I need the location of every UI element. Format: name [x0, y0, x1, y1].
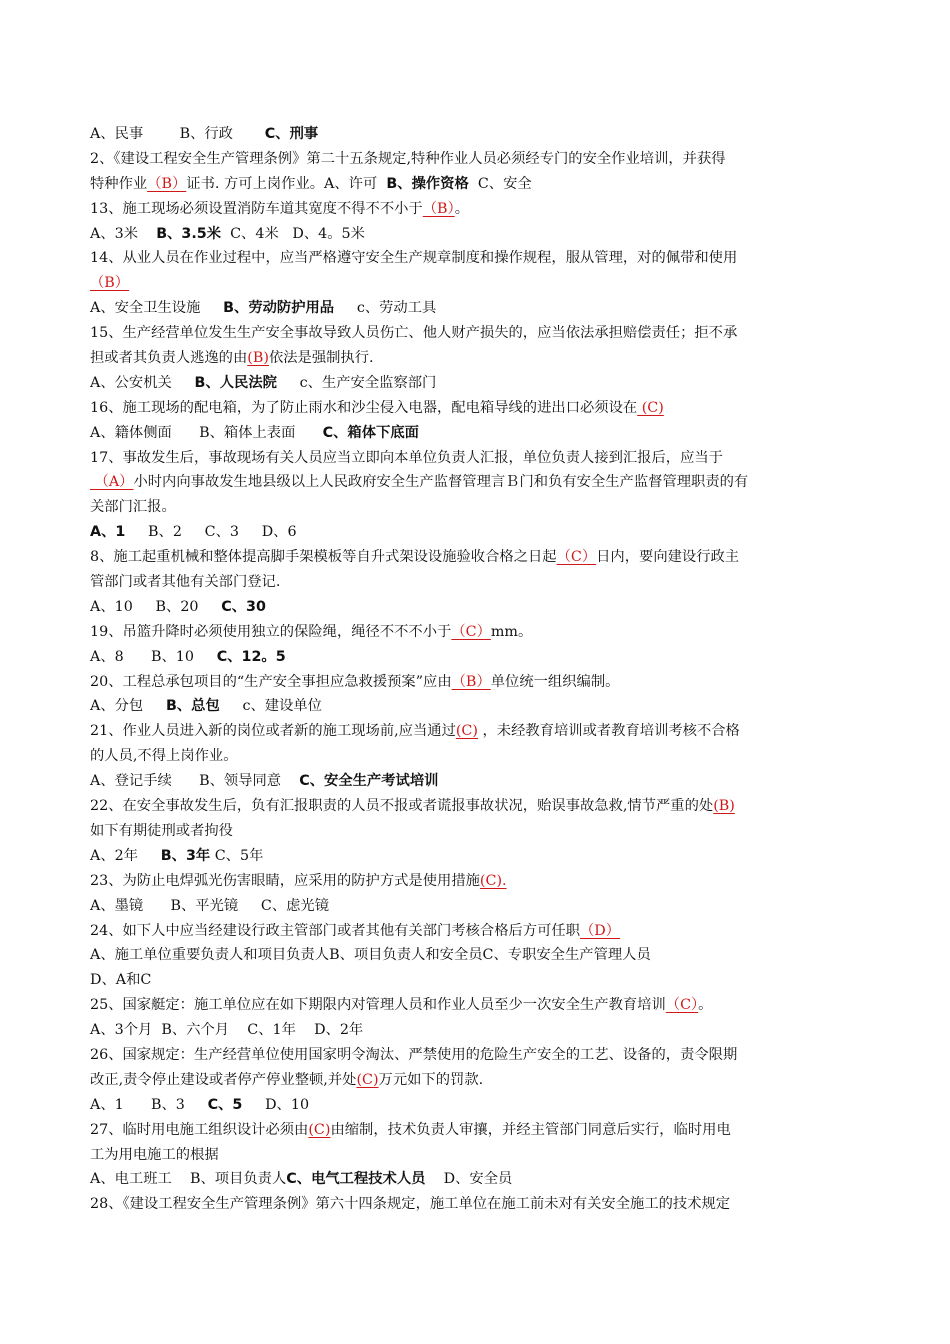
line-text: A、3米 — [90, 225, 157, 242]
line-text: 改正,责令停止建设或者停产停业整顿,并处 — [90, 1071, 357, 1088]
text-line — [90, 1068, 862, 1093]
text-line — [90, 919, 862, 944]
line-text: D、安全员 — [425, 1171, 513, 1188]
line-text: 25、国家艇定：施工单位应在如下期限内对管理人员和作业人员至少一次安全生产教育培训 — [90, 997, 666, 1014]
answer-mark: (C) — [455, 723, 478, 740]
line-text: C、4米 D、4。5米 — [221, 225, 365, 242]
line-text: 单位统一组织编制。 — [490, 673, 620, 690]
line-text: 19、吊篮升降时必须使用独立的保险绳，绳径不不不小于 — [90, 623, 452, 640]
answer-mark: (C) — [356, 1071, 379, 1088]
line-text: A、1 B、3 — [90, 1096, 208, 1113]
text-line — [90, 1093, 862, 1118]
text-line — [90, 470, 862, 495]
line-text: 22、在安全事故发生后，负有汇报职责的人员不报或者谎报事故状况，贻误事故急救,情节严重的处 — [90, 798, 714, 815]
line-text: B、2 C、3 D、6 — [125, 524, 297, 541]
text-line — [90, 794, 862, 819]
answer-mark: （A） — [90, 474, 134, 491]
line-text: 2、《建设工程安全生产管理条例》第二十五条规定,特种作业人员必须经专门的安全作业培训，并获得 — [90, 150, 726, 167]
line-text: 20、工程总承包项目的“生产安全事担应急救援预案”应由 — [90, 673, 452, 690]
text-line — [90, 694, 862, 719]
line-text: 28、《建设工程安全生产管理条例》第六十四条规定，施工单位在施工前未对有关安全施工的技术规定 — [90, 1196, 731, 1213]
text-line — [90, 321, 862, 346]
line-text: 由缩制，技术负责人审攘，并经主管部门同意后实行，临时用电 — [330, 1121, 731, 1138]
line-text: 16、施工现场的配电箱，为了防止雨水和沙尘侵入电器，配电箱导线的进出口必须设在 — [90, 399, 638, 416]
line-text: mm。 — [490, 623, 533, 640]
correct-option: C、30 — [221, 598, 266, 615]
text-line — [90, 520, 862, 545]
answer-mark: （C） — [556, 549, 597, 566]
text-line — [90, 620, 862, 645]
text-line — [90, 446, 862, 471]
line-text: 日内，要向建设行政主 — [596, 549, 740, 566]
text-line — [90, 1018, 862, 1043]
answer-mark: （C） — [451, 623, 491, 640]
line-text: 依法是强制执行. — [268, 350, 374, 367]
text-line — [90, 495, 862, 520]
correct-option: B、人民法院 — [194, 374, 277, 391]
text-line — [90, 1043, 862, 1068]
text-line — [90, 346, 862, 371]
line-text: 。 — [698, 997, 713, 1014]
text-line — [90, 570, 862, 595]
line-text: A、安全卫生设施 — [90, 300, 224, 317]
text-line — [90, 993, 862, 1018]
text-line — [90, 670, 862, 695]
line-text: 26、国家规定：生产经营单位使用国家明令淘汰、严禁使用的危险生产安全的工艺、设备的，责令限期 — [90, 1046, 738, 1063]
line-text: 特种作业 — [90, 175, 148, 192]
text-line — [90, 371, 862, 396]
line-text: A、8 B、10 — [90, 648, 217, 665]
text-line — [90, 147, 862, 172]
text-line — [90, 943, 862, 968]
line-text: 如下有期徒刑或者拘役 — [90, 822, 233, 839]
line-text: A、民事 B、行政 — [90, 126, 265, 142]
text-line — [90, 744, 862, 769]
text-line — [90, 844, 862, 869]
line-text: 15、生产经营单位发生生产安全事故导致人员伤亡、他人财产损失的，应当依法承担赔偿责任；拒不承 — [90, 325, 738, 342]
text-line — [90, 545, 862, 570]
line-text: A、分包 — [90, 698, 166, 715]
correct-option: C、箱体下底面 — [322, 424, 419, 441]
line-text: 24、如下人中应当经建设行政主管部门或者其他有关部门考核合格后方可任职 — [90, 922, 580, 939]
line-text: c、建设单位 — [219, 698, 322, 715]
line-text: 17、事故发生后，事故现场有关人员应当立即向本单位负责人汇报，单位负责人接到汇报后，应当于 — [90, 449, 723, 466]
text-line — [90, 595, 862, 620]
correct-option: B、3年 — [160, 847, 211, 864]
line-text: ，未经教育培训或者教育培训考核不合格 — [477, 723, 740, 740]
line-text: C、5年 — [210, 847, 264, 864]
line-text: 小时内向事故发生地县级以上人民政府安全生产监督管理言Ｂ门和负有安全生产监督管理职责的有 — [133, 474, 749, 491]
text-line — [90, 1167, 862, 1192]
text-line — [90, 246, 862, 271]
line-text: 13、施工现场必须设置消防车道其宽度不得不不小于 — [90, 200, 423, 217]
line-text: 关部门汇报。 — [90, 499, 176, 516]
line-text: 。 — [454, 200, 469, 217]
answer-mark: （C） — [665, 997, 699, 1014]
answer-mark: (B) — [713, 798, 735, 815]
correct-option: C、12。5 — [216, 648, 286, 665]
line-text: A、公安机关 — [90, 374, 195, 391]
line-text: 23、为防止电焊弧光伤害眼睛，应采用的防护方式是使用措施 — [90, 872, 480, 889]
line-text: 的人员,不得上岗作业。 — [90, 748, 238, 765]
line-text: C、安全 — [468, 175, 532, 192]
text-line — [90, 645, 862, 670]
answer-mark: （B） — [90, 275, 130, 292]
correct-option: B、操作资格 — [386, 175, 469, 192]
correct-option: C、刑事 — [264, 126, 319, 142]
correct-option: C、5 — [207, 1096, 243, 1113]
text-line — [90, 968, 862, 993]
answer-mark: （B） — [451, 673, 491, 690]
line-text: A、施工单位重要负责人和项目负责人B、项目负责人和安全员C、专职安全生产管理人员 — [90, 947, 651, 964]
correct-option: A、1 — [90, 524, 126, 541]
text-line — [90, 869, 862, 894]
correct-option: C、电气工程技术人员 — [286, 1171, 426, 1188]
line-text: 证书. 方可上岗作业。A、许可 — [186, 175, 387, 192]
answer-mark: (C) — [308, 1121, 331, 1138]
line-text: 21、作业人员进入新的岗位或者新的施工现场前,应当通过 — [90, 723, 456, 740]
text-line — [90, 421, 862, 446]
text-line — [90, 296, 862, 321]
text-line — [90, 769, 862, 794]
line-text: A、电工班工 B、项目负责人 — [90, 1171, 287, 1188]
line-text: A、籍体侧面 B、箱体上表面 — [90, 424, 323, 441]
line-text: A、10 B、20 — [90, 598, 222, 615]
document-body — [90, 122, 862, 1217]
text-line — [90, 122, 862, 147]
text-line — [90, 271, 862, 296]
line-text: 万元如下的罚款. — [378, 1071, 484, 1088]
answer-mark: (B) — [247, 350, 269, 367]
text-line — [90, 1192, 862, 1217]
answer-mark: (C). — [479, 872, 507, 889]
line-text: 14、从业人员在作业过程中，应当严格遵守安全生产规章制度和操作规程，服从管理，对的佩带和使用 — [90, 250, 738, 267]
correct-option: C、安全生产考试培训 — [299, 773, 439, 790]
text-line — [90, 719, 862, 744]
correct-option: B、3.5米 — [156, 225, 222, 242]
correct-option: B、总包 — [165, 698, 220, 715]
line-text: 担或者其负责人逃逸的由 — [90, 350, 248, 367]
line-text: A、登记手续 B、领导同意 — [90, 773, 300, 790]
text-line — [90, 172, 862, 197]
text-line — [90, 197, 862, 222]
line-text: 8、施工起重机械和整体提高脚手架模板等自升式架设设施验收合格之日起 — [90, 549, 557, 566]
text-line — [90, 396, 862, 421]
text-line — [90, 222, 862, 247]
text-line — [90, 819, 862, 844]
text-line — [90, 1143, 862, 1168]
line-text: c、劳动工具 — [334, 300, 437, 317]
line-text: 管部门或者其他有关部门登记. — [90, 574, 281, 591]
answer-mark: (C) — [637, 399, 664, 416]
line-text: 工为用电施工的根据 — [90, 1146, 219, 1163]
line-text: c、生产安全监察部门 — [276, 374, 437, 391]
text-line — [90, 894, 862, 919]
line-text: D、A和C — [90, 972, 152, 989]
line-text: A、3个月 B、六个月 C、1年 D、2年 — [90, 1022, 364, 1039]
line-text: 27、临时用电施工组织设计必须由 — [90, 1121, 309, 1138]
answer-mark: （B） — [147, 175, 187, 192]
answer-mark: （D） — [580, 922, 621, 939]
line-text: A、墨镜 B、平光镜 C、虑光镜 — [90, 897, 330, 914]
answer-mark: （B） — [422, 200, 455, 217]
line-text: D、10 — [242, 1096, 310, 1113]
text-line — [90, 1118, 862, 1143]
correct-option: B、劳动防护用品 — [223, 300, 335, 317]
line-text: A、2年 — [90, 847, 161, 864]
